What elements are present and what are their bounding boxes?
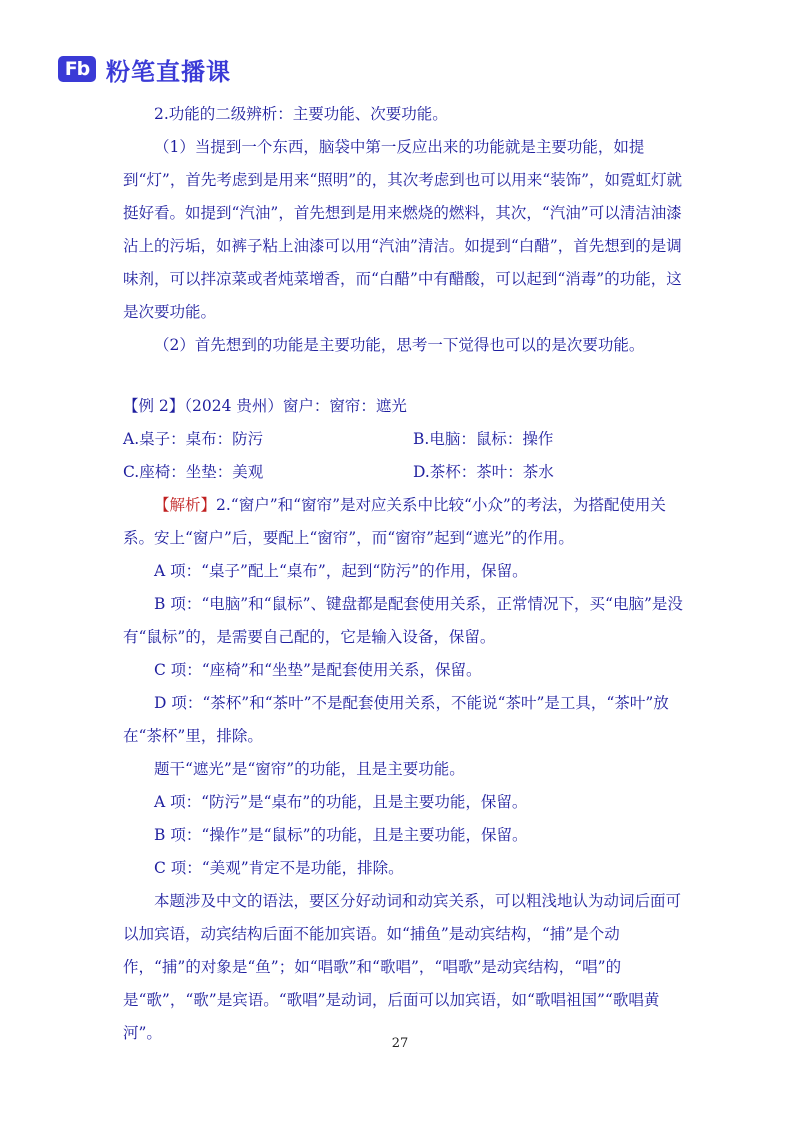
option-list — [123, 423, 685, 489]
brand-name: 粉笔直播课 — [106, 57, 231, 86]
option-d: D.茶杯：茶叶：茶水 — [413, 463, 554, 481]
analysis-item: 题干“遮光”是“窗帘”的功能，且是主要功能。 — [154, 760, 465, 778]
analysis-item: B 项：“电脑”和“鼠标”、键盘都是配套使用关系，正常情况下，买“电脑”是没有“鼠标”的，是需要自己配的，它是输入设备，保留。 — [123, 595, 683, 646]
point-1: （1）当提到一个东西，脑袋中第一反应出来的功能就是主要功能，如提到“灯”，首先考虑到是用来“照明”的，其次考虑到也可以用来“装饰”，如霓虹灯就挺好看。如提到“汽油”，首先想到是用来燃烧的燃料，其次，“汽油”可以清洁油漆沾上的污垢，如裤子粘上油漆可以用“汽油”清洁。如提到“白醋”，首先想到的是调味剂，可以拌凉菜或者炖菜增香，而“白醋”中有醋酸，可以起到“消毒”的功能，这是次要功能。 — [123, 138, 683, 321]
fb-logo-icon: Fb — [58, 56, 96, 82]
option-c: C.座椅：坐垫：美观 — [123, 463, 264, 481]
analysis-item: A 项：“防污”是“桌布”的功能，且是主要功能，保留。 — [154, 793, 528, 811]
analysis-item: A 项：“桌子”配上“桌布”，起到“防污”的作用，保留。 — [154, 562, 528, 580]
analysis-label: 【解析】 — [154, 496, 217, 514]
option-a: A.桌子：桌布：防污 — [123, 430, 264, 448]
option-b: B.电脑：鼠标：操作 — [413, 430, 554, 448]
analysis-item: C 项：“座椅”和“坐垫”是配套使用关系，保留。 — [154, 661, 482, 679]
example-label: 【例 2】 — [123, 397, 185, 415]
analysis-intro — [123, 489, 685, 555]
analysis-item: C 项：“美观”肯定不是功能，排除。 — [154, 859, 404, 877]
point-2: （2）首先想到的功能是主要功能，思考一下觉得也可以的是次要功能。 — [154, 336, 645, 354]
analysis-item: B 项：“操作”是“鼠标”的功能，且是主要功能，保留。 — [154, 826, 528, 844]
brand-logo — [58, 54, 231, 84]
analysis-item: D 项：“茶杯”和“茶叶”不是配套使用关系，不能说“茶叶”是工具，“茶叶”放在“茶杯”里，排除。 — [123, 694, 669, 745]
example-question — [123, 390, 685, 423]
analysis-intro-text: 2.“窗户”和“窗帘”是对应关系中比较“小众”的考法，为搭配使用关系。安上“窗户”后，要配上“窗帘”，而“窗帘”起到“遮光”的作用。 — [123, 496, 666, 547]
analysis-item: 本题涉及中文的语法，要区分好动词和动宾关系，可以粗浅地认为动词后面可以加宾语，动宾结构后面不能加宾语。如“捕鱼”是动宾结构，“捕”是个动作，“捕”的对象是“鱼”；如“唱歌”和“歌唱”，“唱歌”是动宾结构，“唱”的是“歌”，“歌”是宾语。“歌唱”是动词，后面可以加宾语，如“歌唱祖国”“歌唱黄河”。 — [123, 892, 682, 1042]
page-number: 27 — [391, 1036, 409, 1051]
spacer — [123, 362, 685, 390]
example-stem: （2024 贵州）窗户：窗帘：遮光 — [184, 397, 407, 415]
section-title: 2.功能的二级辨析：主要功能、次要功能。 — [154, 105, 448, 123]
document-body — [123, 98, 685, 1050]
